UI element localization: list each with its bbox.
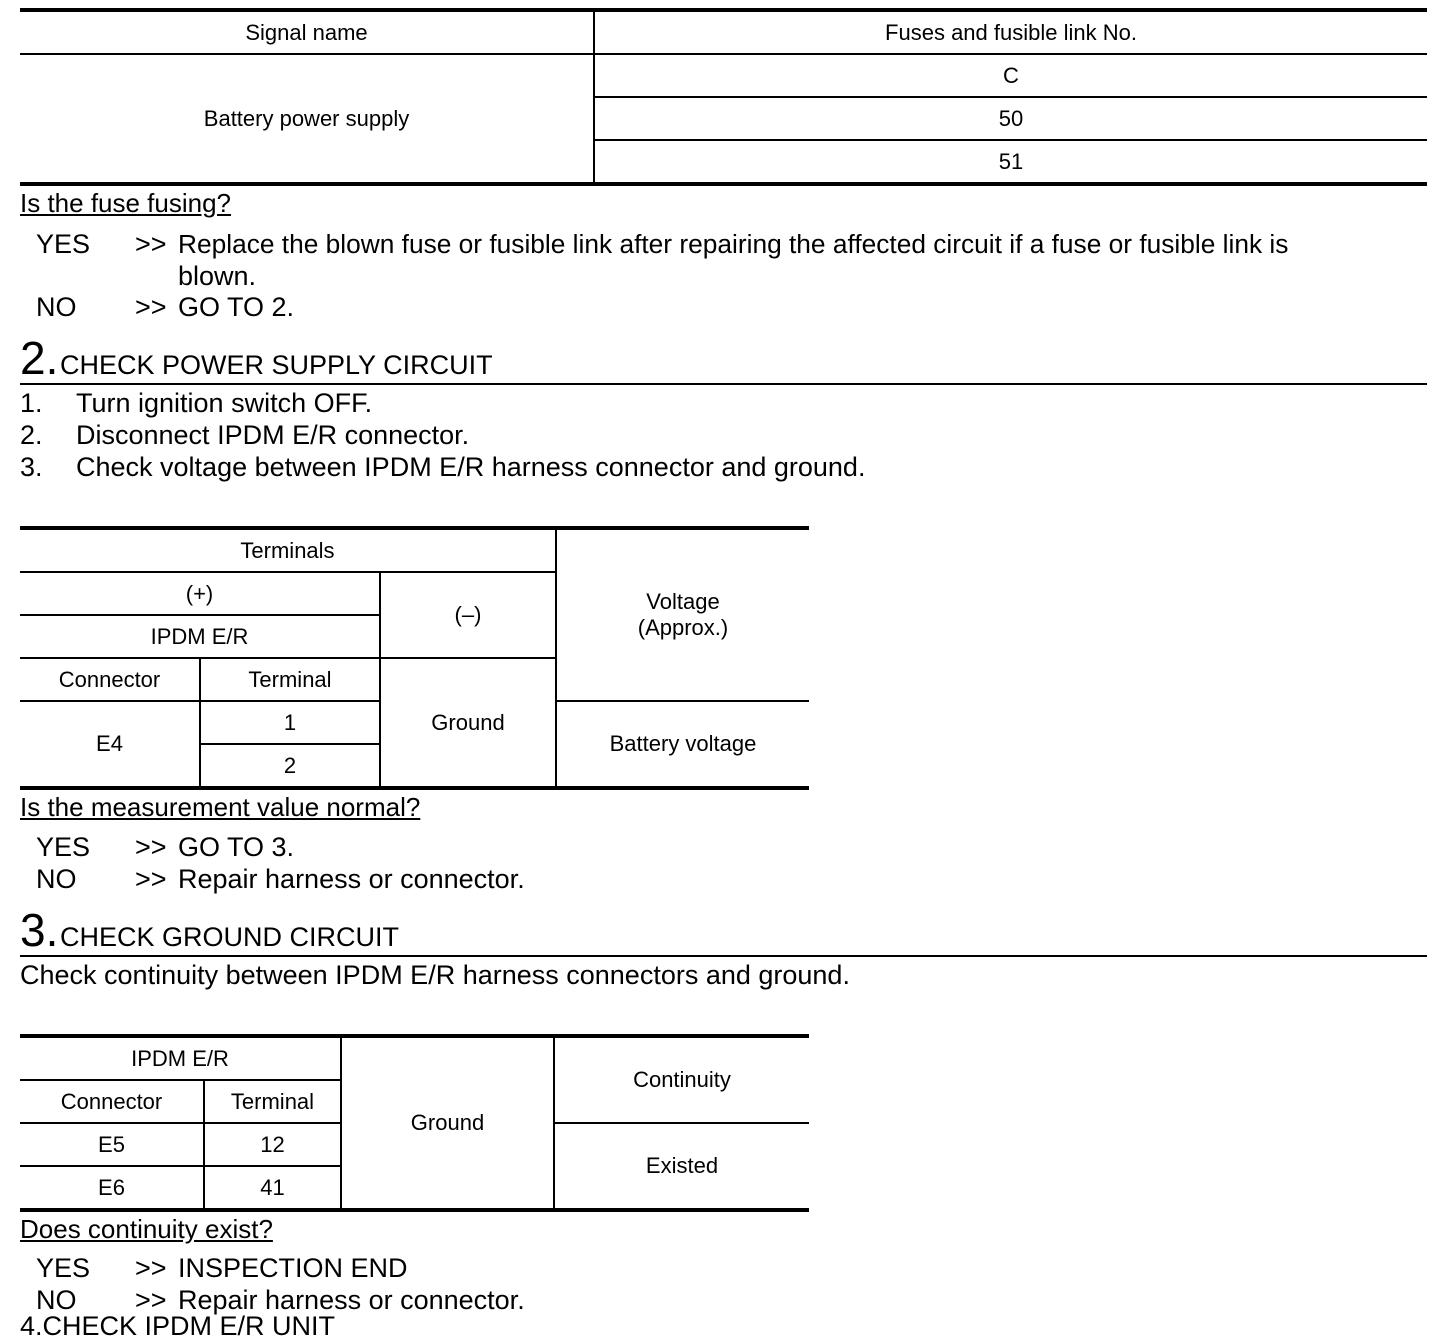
- terminal-header: Terminal: [200, 658, 380, 701]
- plus-header: (+): [20, 572, 380, 615]
- continuity-header: Continuity: [554, 1036, 809, 1123]
- step-number: 2.: [20, 332, 59, 384]
- answer-text: GO TO 2.: [178, 292, 295, 322]
- arrow: >>: [135, 229, 167, 259]
- signal-name-header: Signal name: [20, 10, 594, 54]
- fuse-table: [20, 8, 1427, 186]
- terminal-cell: 41: [204, 1166, 341, 1210]
- no-label: NO: [36, 292, 77, 322]
- connector-header: Connector: [20, 658, 200, 701]
- fuse-cell: 50: [594, 97, 1427, 140]
- terminal-cell: 1: [200, 701, 380, 744]
- connector-header: Connector: [20, 1080, 204, 1123]
- terminal-cell: 12: [204, 1123, 341, 1166]
- fuse-cell: C: [594, 54, 1427, 97]
- connector-cell: E6: [98, 1174, 125, 1200]
- arrow: >>: [135, 292, 167, 322]
- question-fuse-fusing: Is the fuse fusing?: [20, 188, 232, 218]
- question-continuity: Does continuity exist?: [20, 1214, 273, 1244]
- step-number: 3.: [20, 904, 59, 956]
- question-measurement: Is the measurement value normal?: [20, 792, 421, 822]
- voltage-cell: Battery voltage: [556, 701, 809, 788]
- step-title: CHECK POWER SUPPLY CIRCUIT: [60, 350, 493, 380]
- connector-cell: E4: [96, 731, 123, 756]
- voltage-table: [20, 526, 809, 790]
- step-2-heading: [20, 332, 1427, 385]
- terminal-header: Terminal: [204, 1080, 341, 1123]
- fuses-header: Fuses and fusible link No.: [594, 10, 1427, 54]
- voltage-header: Voltage (Approx.): [556, 528, 809, 701]
- step-3-heading: [20, 904, 1427, 957]
- step-3-instruction: Check continuity between IPDM E/R harness connectors and ground.: [20, 960, 850, 990]
- unit-header: IPDM E/R: [20, 1036, 341, 1080]
- next-step-heading-cutoff: 4.CHECK IPDM E/R UNIT: [20, 1311, 336, 1341]
- signal-name-cell: Battery power supply: [203, 105, 410, 131]
- step-title: CHECK GROUND CIRCUIT: [60, 922, 400, 952]
- ground-cell: Ground: [380, 658, 556, 788]
- answer-text-cont: blown.: [178, 261, 257, 291]
- connector-cell: E5: [20, 1123, 204, 1166]
- terminal-cell: 2: [200, 744, 380, 788]
- fuse-cell: 51: [594, 140, 1427, 184]
- continuity-table: [20, 1034, 809, 1212]
- result-cell: Existed: [554, 1123, 809, 1210]
- answer-text: Replace the blown fuse or fusible link after repairing the affected circuit if a fuse or fusible link is: [178, 229, 1289, 259]
- answer-yes: [36, 228, 1427, 292]
- unit-header: IPDM E/R: [20, 615, 380, 658]
- minus-header: (–): [380, 572, 556, 658]
- ground-cell: Ground: [341, 1036, 554, 1210]
- yes-label: YES: [36, 229, 91, 259]
- terminals-header: Terminals: [20, 528, 556, 572]
